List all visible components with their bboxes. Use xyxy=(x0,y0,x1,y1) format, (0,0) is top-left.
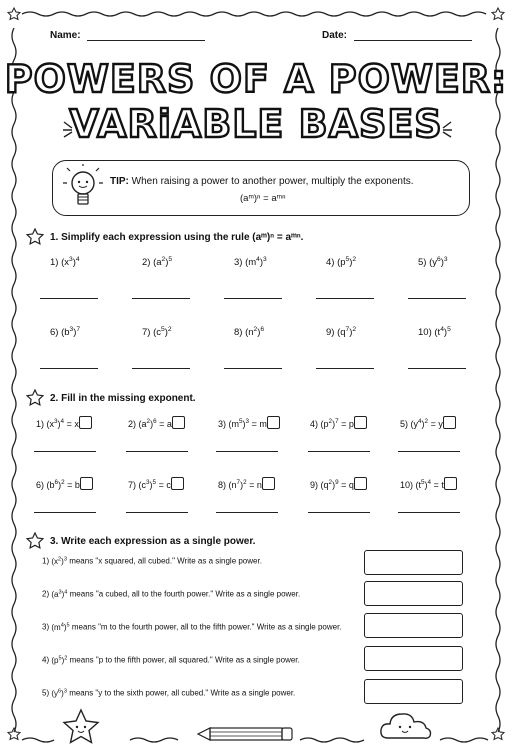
exponent-answer-box[interactable] xyxy=(79,416,92,429)
inner-exponent: 2 xyxy=(328,479,333,486)
result-base: = n xyxy=(249,480,262,490)
problem-number: 1) xyxy=(42,556,50,566)
problem-number: 5) xyxy=(418,257,427,269)
problem-number: 9) xyxy=(326,327,335,339)
expression-base: (x xyxy=(51,556,59,566)
problem-number: 7) xyxy=(142,327,151,339)
result-base: = m xyxy=(251,419,267,429)
answer-line[interactable] xyxy=(224,368,282,369)
answer-box[interactable] xyxy=(364,613,463,638)
exponent-answer-box[interactable] xyxy=(354,416,367,429)
expression-base: (q xyxy=(320,480,329,490)
problem-text: means "x squared, all cubed." Write as a single power. xyxy=(69,556,262,566)
close-paren: ) xyxy=(349,257,353,269)
outer-exponent: 2 xyxy=(352,326,357,333)
close-paren: ) xyxy=(61,556,64,566)
answer-box[interactable] xyxy=(364,646,463,671)
sparkle-icon xyxy=(425,118,455,138)
outer-exponent: 4 xyxy=(75,256,80,263)
inner-exponent: 2 xyxy=(328,418,333,425)
close-paren: ) xyxy=(332,419,336,429)
problem-number: 3) xyxy=(218,419,227,429)
problem-item xyxy=(50,256,80,268)
problem-number: 5) xyxy=(42,688,50,698)
inner-exponent: 2 xyxy=(146,418,151,425)
expression xyxy=(139,480,157,490)
word-problem xyxy=(42,589,300,599)
expression-base: (p xyxy=(51,655,59,665)
name-field xyxy=(50,30,205,41)
problem-number: 1) xyxy=(50,257,59,269)
star-icon xyxy=(8,728,20,740)
word-problem xyxy=(42,622,342,632)
outer-exponent: 4 xyxy=(60,418,65,425)
expression xyxy=(153,257,172,268)
inner-exponent: 5 xyxy=(58,655,62,661)
problem-number: 10) xyxy=(418,327,432,339)
star-character-icon xyxy=(60,708,102,748)
problem-text: means "p to the fifth power, all squared." Write as a single power. xyxy=(69,655,300,665)
result-base: = b xyxy=(67,480,80,490)
expression xyxy=(337,327,356,338)
close-paren: ) xyxy=(72,257,76,269)
tip-text xyxy=(110,176,414,187)
outer-exponent: 3 xyxy=(443,256,448,263)
close-paren: ) xyxy=(440,257,444,269)
star-icon xyxy=(26,532,44,550)
expression xyxy=(434,327,450,338)
exponent-answer-box[interactable] xyxy=(171,477,184,490)
outer-exponent: 3 xyxy=(263,256,267,263)
answer-line[interactable] xyxy=(40,298,98,299)
fill-item xyxy=(400,416,456,429)
tip-body: When raising a power to another power, multiply the exponents. xyxy=(131,176,414,187)
answer-line[interactable] xyxy=(126,451,188,452)
close-paren: ) xyxy=(332,480,336,490)
expression xyxy=(47,419,65,429)
inner-exponent: 3 xyxy=(69,256,73,263)
expression xyxy=(51,557,67,566)
inner-exponent: 4 xyxy=(418,418,422,425)
expression xyxy=(61,327,80,338)
expression-base: (y xyxy=(429,257,438,269)
exponent-answer-box[interactable] xyxy=(267,416,280,429)
problem-number: 8) xyxy=(234,327,243,339)
outer-exponent: 9 xyxy=(335,479,339,486)
outer-exponent: 6 xyxy=(260,326,265,333)
expression xyxy=(337,257,356,268)
date-field xyxy=(322,30,472,41)
exponent-answer-box[interactable] xyxy=(262,477,275,490)
expression xyxy=(245,327,264,338)
problem-number: 6) xyxy=(36,480,45,490)
close-paren: ) xyxy=(257,327,261,339)
problem-item xyxy=(326,256,356,268)
inner-exponent: 6 xyxy=(54,479,59,486)
inner-exponent: 5 xyxy=(421,479,425,486)
problem-item xyxy=(418,326,451,338)
problem-number: 4) xyxy=(310,419,319,429)
star-icon xyxy=(26,389,44,407)
problem-item xyxy=(234,256,267,268)
outer-exponent: 2 xyxy=(167,326,172,333)
problem-number: 4) xyxy=(326,257,335,269)
outer-exponent: 5 xyxy=(152,479,157,486)
problem-number: 2) xyxy=(142,257,151,269)
answer-line[interactable] xyxy=(34,512,96,513)
fill-item xyxy=(128,477,184,490)
tip-rule: (aᵐ)ⁿ = aᵐⁿ xyxy=(240,193,286,204)
expression xyxy=(51,623,69,632)
problem-item xyxy=(234,326,264,338)
problem-item xyxy=(142,256,172,268)
expression-base: (m xyxy=(245,257,257,269)
problem-number: 3) xyxy=(234,257,243,269)
expression-base: (a xyxy=(51,589,59,599)
fill-item xyxy=(310,477,367,490)
outer-exponent: 3 xyxy=(245,418,250,425)
fill-item xyxy=(400,477,457,490)
fill-item xyxy=(36,477,93,490)
outer-exponent: 5 xyxy=(447,326,451,333)
expression-base: (y xyxy=(410,419,419,429)
close-paren: ) xyxy=(61,688,64,698)
section2-heading: 2. Fill in the missing exponent. xyxy=(50,393,196,404)
inner-exponent: 4 xyxy=(256,256,260,263)
answer-line[interactable] xyxy=(316,368,374,369)
star-icon xyxy=(8,8,20,20)
answer-line[interactable] xyxy=(308,451,370,452)
outer-exponent: 5 xyxy=(66,622,70,628)
date-line[interactable] xyxy=(354,40,472,41)
close-paren: ) xyxy=(61,589,65,599)
answer-line[interactable] xyxy=(398,512,460,513)
problem-text: means "a cubed, all to the fourth power." Write as a single power. xyxy=(69,589,301,599)
inner-exponent: 3 xyxy=(54,418,58,425)
close-paren: ) xyxy=(424,480,428,490)
inner-exponent: 4 xyxy=(440,326,444,333)
fill-item xyxy=(310,416,367,429)
close-paren: ) xyxy=(443,327,448,339)
exponent-answer-box[interactable] xyxy=(172,416,185,429)
outer-exponent: 6 xyxy=(153,418,157,425)
answer-line[interactable] xyxy=(126,512,188,513)
outer-exponent: 2 xyxy=(64,655,68,661)
star-icon xyxy=(492,8,504,20)
inner-exponent: 2 xyxy=(253,326,258,333)
expression xyxy=(416,480,432,490)
expression-base: (t xyxy=(415,480,422,490)
page-title-line1: POWERS OF A POWER: xyxy=(4,57,508,101)
result-base: = t xyxy=(433,480,444,490)
answer-line[interactable] xyxy=(40,368,98,369)
close-paren: ) xyxy=(73,327,77,339)
close-paren: ) xyxy=(150,419,154,429)
expression xyxy=(229,419,250,429)
answer-box[interactable] xyxy=(364,679,463,704)
close-paren: ) xyxy=(57,419,61,429)
fill-item xyxy=(36,416,92,429)
answer-line[interactable] xyxy=(308,512,370,513)
close-paren: ) xyxy=(58,480,62,490)
problem-text: means "m to the fourth power, all to the fifth power." Write as a single power. xyxy=(71,622,342,632)
expression-base: (a xyxy=(138,419,147,429)
exponent-answer-box[interactable] xyxy=(354,477,367,490)
close-paren: ) xyxy=(165,257,169,269)
problem-number: 10) xyxy=(400,480,414,490)
fill-item xyxy=(128,416,185,429)
expression xyxy=(47,480,65,490)
inner-exponent: 5 xyxy=(239,418,243,425)
outer-exponent: 5 xyxy=(168,256,173,263)
expression-base: (m xyxy=(228,419,240,429)
outer-exponent: 3 xyxy=(63,688,67,694)
answer-line[interactable] xyxy=(34,451,96,452)
inner-exponent: 3 xyxy=(146,479,150,486)
close-paren: ) xyxy=(240,480,244,490)
problem-number: 3) xyxy=(42,622,50,632)
answer-box[interactable] xyxy=(364,550,463,575)
answer-box[interactable] xyxy=(364,581,463,606)
expression xyxy=(51,656,67,665)
expression-base: (c xyxy=(138,480,147,490)
outer-exponent: 7 xyxy=(335,418,339,425)
problem-item xyxy=(142,326,172,338)
fill-item xyxy=(218,477,275,490)
problem-item xyxy=(418,256,448,268)
expression-base: (p xyxy=(320,419,329,429)
answer-line[interactable] xyxy=(132,368,190,369)
expression-base: (p xyxy=(337,257,346,269)
result-base: = q xyxy=(341,480,354,490)
expression xyxy=(153,327,172,338)
expression-base: (x xyxy=(61,257,70,269)
word-problem xyxy=(42,556,262,566)
expression xyxy=(51,689,67,698)
outer-exponent: 3 xyxy=(63,556,67,562)
answer-line[interactable] xyxy=(216,451,278,452)
problem-number: 8) xyxy=(218,480,227,490)
exponent-answer-box[interactable] xyxy=(80,477,93,490)
inner-exponent: 7 xyxy=(345,326,350,333)
tip-label: TIP: xyxy=(110,176,129,187)
close-paren: ) xyxy=(349,327,353,339)
problem-number: 2) xyxy=(128,419,137,429)
answer-line[interactable] xyxy=(316,298,374,299)
result-base: = x xyxy=(66,419,79,429)
answer-line[interactable] xyxy=(408,368,466,369)
inner-exponent: 4 xyxy=(60,622,64,628)
sparkle-icon xyxy=(60,118,90,138)
star-icon xyxy=(492,728,504,740)
answer-line[interactable] xyxy=(216,512,278,513)
inner-exponent: 6 xyxy=(437,256,441,263)
expression-base: (a xyxy=(153,257,162,269)
answer-line[interactable] xyxy=(132,298,190,299)
name-label: Name: xyxy=(50,30,81,41)
close-paren: ) xyxy=(149,480,153,490)
outer-exponent: 2 xyxy=(424,418,429,425)
expression-base: (q xyxy=(337,327,346,339)
section1-heading: 1. Simplify each expression using the rule (aᵐ)ⁿ = aᵐⁿ. xyxy=(50,232,304,243)
close-paren: ) xyxy=(259,257,264,269)
expression xyxy=(245,257,267,268)
outer-exponent: 2 xyxy=(352,256,357,263)
inner-exponent: 3 xyxy=(69,326,74,333)
expression xyxy=(321,480,339,490)
problem-number: 2) xyxy=(42,589,50,599)
result-base: = p xyxy=(341,419,354,429)
expression-base: (n xyxy=(245,327,254,339)
problem-number: 5) xyxy=(400,419,409,429)
close-paren: ) xyxy=(61,655,65,665)
problem-number: 4) xyxy=(42,655,50,665)
expression xyxy=(61,257,80,268)
date-label: Date: xyxy=(322,30,348,41)
problem-number: 1) xyxy=(36,419,45,429)
cloud-icon xyxy=(378,708,434,742)
inner-exponent: 5 xyxy=(161,326,165,333)
name-line[interactable] xyxy=(87,40,205,41)
outer-exponent: 4 xyxy=(64,589,68,595)
expression xyxy=(229,480,247,490)
expression-base: (m xyxy=(51,622,61,632)
problem-number: 9) xyxy=(310,480,319,490)
answer-line[interactable] xyxy=(224,298,282,299)
outer-exponent: 7 xyxy=(76,326,81,333)
page-title-line2: VARiABLE BASES xyxy=(69,102,443,146)
expression xyxy=(321,419,339,429)
inner-exponent: 5 xyxy=(345,256,350,263)
expression xyxy=(139,419,157,429)
expression xyxy=(51,590,67,599)
problem-number: 7) xyxy=(128,480,137,490)
inner-exponent: 3 xyxy=(58,589,62,595)
close-paren: ) xyxy=(63,622,67,632)
problem-item xyxy=(326,326,356,338)
problem-text: means "y to the sixth power, all cubed." Write as a single power. xyxy=(69,688,296,698)
inner-exponent: 2 xyxy=(161,256,166,263)
word-problem xyxy=(42,655,300,665)
problem-item xyxy=(50,326,80,338)
answer-line[interactable] xyxy=(408,298,466,299)
section3-heading: 3. Write each expression as a single power. xyxy=(50,536,256,547)
expression-base: (x xyxy=(46,419,55,429)
expression-base: (b xyxy=(61,327,70,339)
result-base: = a xyxy=(159,419,172,429)
inner-exponent: 6 xyxy=(58,688,62,694)
result-base: = y xyxy=(430,419,443,429)
close-paren: ) xyxy=(164,327,168,339)
exponent-answer-box[interactable] xyxy=(443,416,456,429)
expression-base: (c xyxy=(153,327,162,339)
expression xyxy=(429,257,448,268)
close-paren: ) xyxy=(421,419,425,429)
outer-exponent: 2 xyxy=(243,479,247,486)
inner-exponent: 7 xyxy=(236,479,241,486)
exponent-answer-box[interactable] xyxy=(444,477,457,490)
close-paren: ) xyxy=(242,419,246,429)
expression-base: (n xyxy=(228,480,237,490)
tip-box xyxy=(52,160,470,216)
outer-exponent: 2 xyxy=(61,479,65,486)
pencil-icon xyxy=(196,726,296,742)
star-icon xyxy=(26,228,44,246)
answer-line[interactable] xyxy=(398,451,460,452)
expression-base: (y xyxy=(51,688,59,698)
expression-base: (b xyxy=(46,480,55,490)
outer-exponent: 4 xyxy=(427,479,432,486)
fill-item xyxy=(218,416,280,429)
expression xyxy=(411,419,429,429)
expression-base: (t xyxy=(434,327,441,339)
lightbulb-icon xyxy=(62,163,104,213)
word-problem xyxy=(42,688,295,698)
result-base: = c xyxy=(158,480,171,490)
problem-number: 6) xyxy=(50,327,59,339)
inner-exponent: 2 xyxy=(58,556,62,562)
